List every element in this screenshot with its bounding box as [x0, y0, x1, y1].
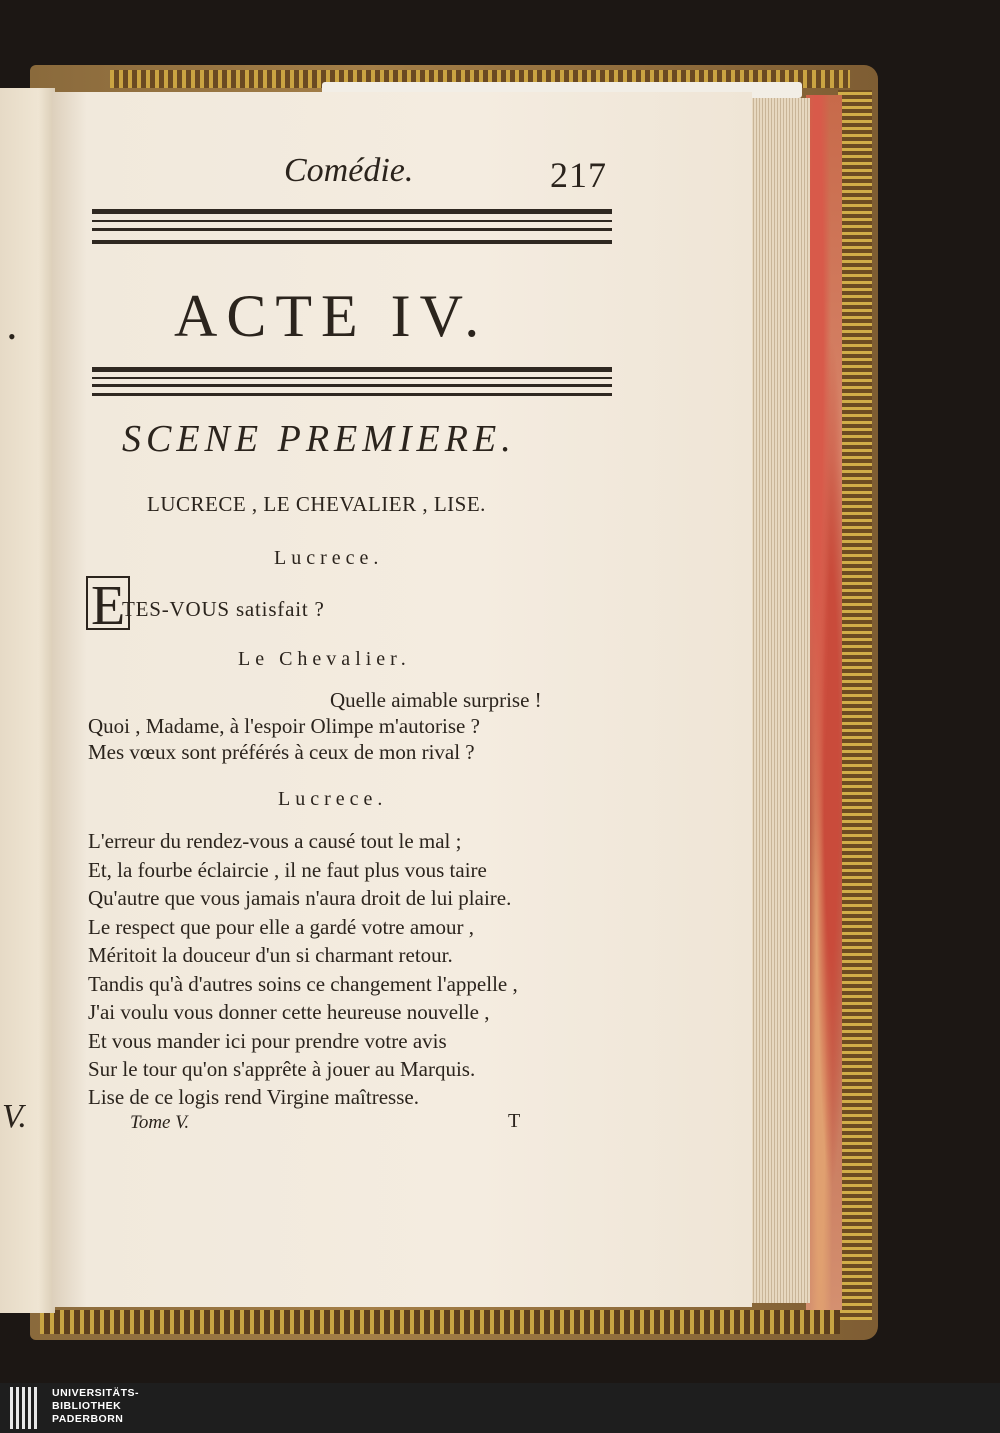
speaker-name: Lucrece. — [274, 547, 384, 569]
scene-heading: SCENE PREMIERE. — [122, 418, 516, 460]
opening-line: TES-VOUS satisfait ? — [122, 597, 325, 621]
marbled-fore-edge — [806, 95, 842, 1310]
verse-line: Méritoit la douceur d'un si charmant retour. — [88, 943, 453, 967]
verse-line: Le respect que pour elle a gardé votre amour , — [88, 915, 474, 939]
left-page-mark: V. — [2, 1098, 27, 1135]
gilt-edge-bottom — [40, 1310, 840, 1334]
act-heading: ACTE IV. — [174, 283, 489, 349]
volume-label: Tome V. — [130, 1112, 190, 1133]
page-block-edges — [748, 98, 810, 1303]
verse-line: Et vous mander ici pour prendre votre avis — [88, 1029, 447, 1053]
verse-line: Mes vœux sont préférés à ceux de mon rival ? — [88, 740, 475, 764]
gilt-edge-right — [838, 90, 872, 1320]
left-page-fragment — [0, 88, 55, 1313]
rule-line — [92, 220, 612, 222]
verse-line: Tandis qu'à d'autres soins ce changement l'appelle , — [88, 972, 518, 996]
verse-line: Lise de ce logis rend Virgine maîtresse. — [88, 1085, 419, 1109]
verse-line: Qu'autre que vous jamais n'aura droit de lui plaire. — [88, 886, 512, 910]
library-logo-icon — [10, 1387, 40, 1429]
verse-line: Quoi , Madame, à l'espoir Olimpe m'autorise ? — [88, 714, 480, 738]
rule-line — [92, 209, 612, 214]
verse-line: L'erreur du rendez-vous a causé tout le mal ; — [88, 829, 462, 853]
rule-line — [92, 367, 612, 372]
page-number: 217 — [550, 155, 607, 195]
library-logo-text: UNIVERSITÄTS- BIBLIOTHEK PADERBORN — [52, 1387, 140, 1425]
drop-cap: E — [86, 576, 130, 630]
verse-line: J'ai voulu vous donner cette heureuse nouvelle , — [88, 1000, 490, 1024]
left-page-mark: • — [8, 324, 16, 349]
rule-line — [92, 384, 612, 387]
verse-line: Et, la fourbe éclaircie , il ne faut plus vous taire — [88, 858, 487, 882]
rule-line — [92, 393, 612, 396]
verse-line: Sur le tour qu'on s'apprête à jouer au Marquis. — [88, 1057, 476, 1081]
signature-mark: T — [508, 1110, 521, 1132]
rule-line — [92, 228, 612, 231]
rule-line — [92, 377, 612, 379]
running-title: Comédie. — [284, 152, 414, 189]
verse-line: Quelle aimable surprise ! — [330, 688, 542, 712]
speaker-name: Lucrece. — [278, 788, 388, 810]
speaker-name: Le Chevalier. — [238, 648, 411, 670]
rule-line — [92, 240, 612, 244]
character-list: LUCRECE , LE CHEVALIER , LISE. — [147, 492, 486, 516]
book-page — [52, 92, 752, 1307]
library-footer-bar — [0, 1383, 1000, 1433]
